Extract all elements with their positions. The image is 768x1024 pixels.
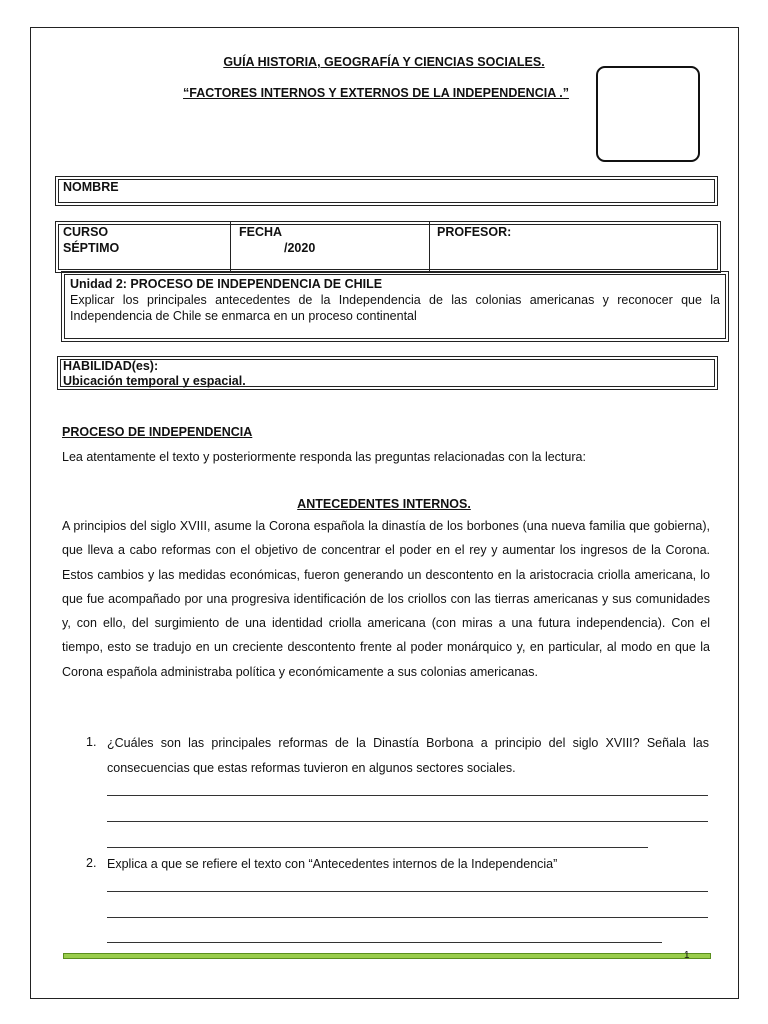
- column-divider: [230, 222, 231, 272]
- nombre-label: NOMBRE: [63, 180, 119, 194]
- section-intro: Lea atentamente el texto y posteriormente responda las preguntas relacionadas con la lectura:: [62, 450, 586, 464]
- unidad-box: [61, 271, 729, 342]
- question-1-text: ¿Cuáles son las principales reformas de la Dinastía Borbona a principio del siglo XVIII? Señala las consecuencias que estas reformas tuvieron en algunos sectores sociales.: [107, 736, 709, 775]
- question-1-number: 1.: [86, 735, 97, 749]
- unidad-title: Unidad 2: PROCESO DE INDEPENDENCIA DE CHILE: [70, 277, 383, 291]
- fecha-label: FECHA: [239, 225, 283, 239]
- nombre-field-box[interactable]: [55, 176, 718, 206]
- habilidad-value: Ubicación temporal y espacial.: [63, 374, 246, 388]
- photo-placeholder-box: [596, 66, 700, 162]
- reading-subtitle: ANTECEDENTES INTERNOS.: [297, 497, 471, 511]
- page-number: 1: [684, 950, 690, 961]
- curso-label: CURSO: [63, 225, 109, 239]
- answer-line[interactable]: [107, 821, 708, 822]
- footer-bar: [63, 953, 711, 959]
- column-divider: [429, 222, 430, 272]
- fecha-value: /2020: [284, 241, 316, 255]
- unidad-objective-text: Explicar los principales antecedentes de la Independencia de las colonias americanas y reconocer que la Independencia de Chile se enmarca en un proceso continental: [70, 293, 720, 323]
- answer-line[interactable]: [107, 847, 648, 848]
- section-title: PROCESO DE INDEPENDENCIA: [62, 425, 253, 439]
- habilidad-label: HABILIDAD(es):: [63, 359, 159, 373]
- answer-line[interactable]: [107, 891, 708, 892]
- document-title: GUÍA HISTORIA, GEOGRAFÍA Y CIENCIAS SOCIALES.: [223, 55, 545, 69]
- document-subtitle: “FACTORES INTERNOS Y EXTERNOS DE LA INDEPENDENCIA .”: [183, 86, 569, 100]
- info-table: [55, 221, 721, 273]
- question-2-number: 2.: [86, 856, 97, 870]
- answer-line[interactable]: [107, 942, 662, 943]
- answer-line[interactable]: [107, 917, 708, 918]
- habilidad-box: [57, 356, 718, 390]
- curso-value: SÉPTIMO: [63, 241, 120, 255]
- reading-paragraph: A principios del siglo XVIII, asume la Corona española la dinastía de los borbones (una nueva familia que gobierna), que lleva a cabo reformas con el objetivo de concentrar el poder en el rey y aumentar los ingresos de la Corona. Estos cambios y las medidas económicas, fueron generando un descontento en la aristocracia criolla americana, lo que fue acompañado por una progresiva identificación de los criollos con las tierras americanas y sus comunidades y, con ello, del surgimiento de una identidad criolla americana (con miras a una futura independencia). Con el tiempo, esto se tradujo en un creciente descontento frente al poder monárquico y, en particular, al modo en que la Corona española administraba política y económicamente a sus colonias americanas.: [62, 519, 710, 679]
- question-2-text: Explica a que se refiere el texto con “Antecedentes internos de la Independencia”: [107, 857, 558, 871]
- answer-line[interactable]: [107, 795, 708, 796]
- profesor-label: PROFESOR:: [437, 225, 512, 239]
